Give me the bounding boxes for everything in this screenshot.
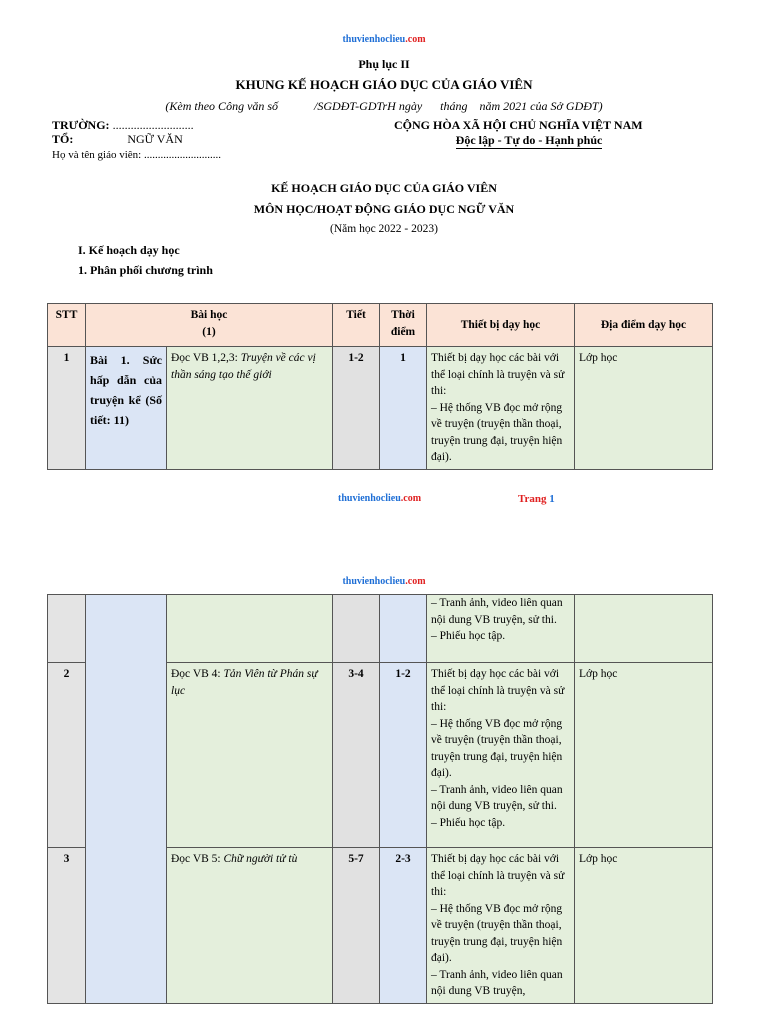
- subsection-heading: 1. Phân phối chương trình: [78, 263, 213, 277]
- row2-text: [167, 663, 333, 848]
- row3-text-title: Chữ người tử tù: [223, 853, 298, 865]
- row1-text-title: Truyện về các vị thần sáng tạo thế giới: [171, 352, 316, 381]
- header-stt: STT: [48, 304, 86, 347]
- row2-equipment-line: – Hệ thống VB đọc mở rộng về truyện (truyện thần thoại, truyện trung đại, truyện hiện đại).: [431, 717, 563, 779]
- row1-equipment: [427, 347, 575, 470]
- row1-cont-equipment-line: – Phiếu học tập.: [431, 630, 506, 642]
- row1-location: Lớp học: [575, 347, 713, 470]
- header-bai-hoc: [86, 304, 333, 347]
- row1-lesson: Bài 1. Sức hấp dẫn của truyện kể (Số tiết: 11): [86, 347, 167, 470]
- row3-text: [167, 848, 333, 1004]
- header-bai-hoc-label: Bài học: [190, 309, 228, 321]
- row1-cont-location: [575, 595, 713, 663]
- row1-equipment-line: – Hệ thống VB đọc mở rộng về truyện (truyện thần thoại, truyện trung đại, truyện hiện đại).: [431, 401, 563, 463]
- site-tld: .com: [400, 493, 422, 504]
- header-tiet: Tiết: [333, 304, 380, 347]
- row3-equipment-line: – Tranh ảnh, video liên quan nội dung VB truyện,: [431, 968, 563, 997]
- header-thoi-diem-1: Thời: [391, 309, 415, 321]
- row1-thoi-diem: 1: [380, 347, 427, 470]
- nation-motto: [394, 131, 664, 149]
- row1-cont-equipment-line: – Tranh ảnh, video liên quan nội dung VB truyện, sử thi.: [431, 597, 563, 626]
- curriculum-table: [47, 303, 713, 470]
- site-watermark-top: [0, 34, 768, 45]
- row2-text-title: Tản Viên từ Phán sự lục: [171, 668, 318, 697]
- site-tld: .com: [405, 576, 426, 587]
- department-label: TỔ:: [52, 132, 74, 146]
- site-watermark-footer: [338, 493, 421, 504]
- table-row: [48, 595, 713, 663]
- plan-subject: MÔN HỌC/HOẠT ĐỘNG GIÁO DỤC NGỮ VĂN: [253, 202, 515, 216]
- site-watermark-page2: [0, 576, 768, 587]
- department-line: [52, 132, 183, 147]
- row3-thoi-diem: 2-3: [380, 848, 427, 1004]
- section-heading: I. Kế hoạch dạy học: [78, 243, 180, 257]
- row2-stt: 2: [48, 663, 86, 848]
- row1-cont-equipment: [427, 595, 575, 663]
- row2-equipment-line: – Phiếu học tập.: [431, 816, 506, 829]
- header-dia-diem: Địa điểm dạy học: [575, 304, 713, 347]
- row2-thoi-diem: 1-2: [380, 663, 427, 848]
- row3-text-prefix: Đọc VB 5:: [171, 853, 224, 865]
- row3-location: Lớp học: [575, 848, 713, 1004]
- lesson-group-cell: [86, 595, 167, 1004]
- row1-text-prefix: Đọc VB 1,2,3:: [171, 352, 241, 364]
- department-value: NGỮ VĂN: [127, 132, 183, 146]
- header-thiet-bi: Thiết bị dạy học: [427, 304, 575, 347]
- nation-name: CỘNG HÒA XÃ HỘI CHỦ NGHĨA VIỆT NAM: [394, 118, 643, 132]
- plan-title: KẾ HOẠCH GIÁO DỤC CỦA GIÁO VIÊN: [271, 181, 497, 195]
- row3-stt: 3: [48, 848, 86, 1004]
- school-label: TRƯỜNG:: [52, 118, 110, 132]
- row1-equipment-line: Thiết bị dạy học các bài với thể loại chính là truyện và sử thi:: [431, 352, 565, 397]
- table-header-row: [48, 304, 713, 347]
- teacher-name-line: Họ và tên giáo viên: ............................: [52, 149, 221, 161]
- nation-motto-text: Độc lập - Tự do - Hạnh phúc: [455, 133, 603, 147]
- table-row: [48, 347, 713, 470]
- school-value: ...........................: [112, 118, 194, 132]
- site-name: thuvienhoclieu: [342, 576, 406, 587]
- site-name: thuvienhoclieu: [342, 34, 406, 45]
- row3-tiet: 5-7: [333, 848, 380, 1004]
- header-thoi-diem: [380, 304, 427, 347]
- page-label: Trang: [518, 493, 550, 505]
- row1-cont-text: [167, 595, 333, 663]
- document-subtitle: (Kèm theo Công văn số /SGDĐT-GDTrH ngày tháng năm 2021 của Sở GDĐT): [165, 99, 603, 113]
- curriculum-table-continued: [47, 594, 713, 1004]
- row2-location: Lớp học: [575, 663, 713, 848]
- school-line: [52, 118, 194, 133]
- page-number: [518, 493, 555, 505]
- row3-equipment-line: – Hệ thống VB đọc mở rộng về truyện (truyện thần thoại, truyện trung đại, truyện hiện đại).: [431, 902, 563, 964]
- row1-tiet: 1-2: [333, 347, 380, 470]
- row2-equipment: [427, 663, 575, 848]
- site-tld: .com: [405, 34, 426, 45]
- row2-tiet: 3-4: [333, 663, 380, 848]
- document-title: KHUNG KẾ HOẠCH GIÁO DỤC CỦA GIÁO VIÊN: [235, 77, 533, 92]
- site-name: thuvienhoclieu: [338, 493, 401, 504]
- row1-stt: 1: [48, 347, 86, 470]
- row2-equipment-line: – Tranh ảnh, video liên quan nội dung VB truyện, sử thi.: [431, 783, 563, 812]
- row1-cont-thoi-diem: [380, 595, 427, 663]
- appendix-label: Phụ lục II: [358, 57, 410, 71]
- row1-cont-stt: [48, 595, 86, 663]
- header-bai-hoc-sub: (1): [202, 325, 216, 338]
- school-year: (Năm học 2022 - 2023): [330, 223, 438, 235]
- row3-equipment: [427, 848, 575, 1004]
- row1-cont-tiet: [333, 595, 380, 663]
- row3-equipment-line: Thiết bị dạy học các bài với thể loại chính là truyện và sử thi:: [431, 853, 565, 898]
- row1-text: [167, 347, 333, 470]
- row2-equipment-line: Thiết bị dạy học các bài với thể loại chính là truyện và sử thi:: [431, 668, 565, 713]
- page-number-value: 1: [549, 493, 555, 505]
- header-thoi-diem-2: điểm: [390, 325, 416, 338]
- row2-text-prefix: Đọc VB 4:: [171, 668, 224, 680]
